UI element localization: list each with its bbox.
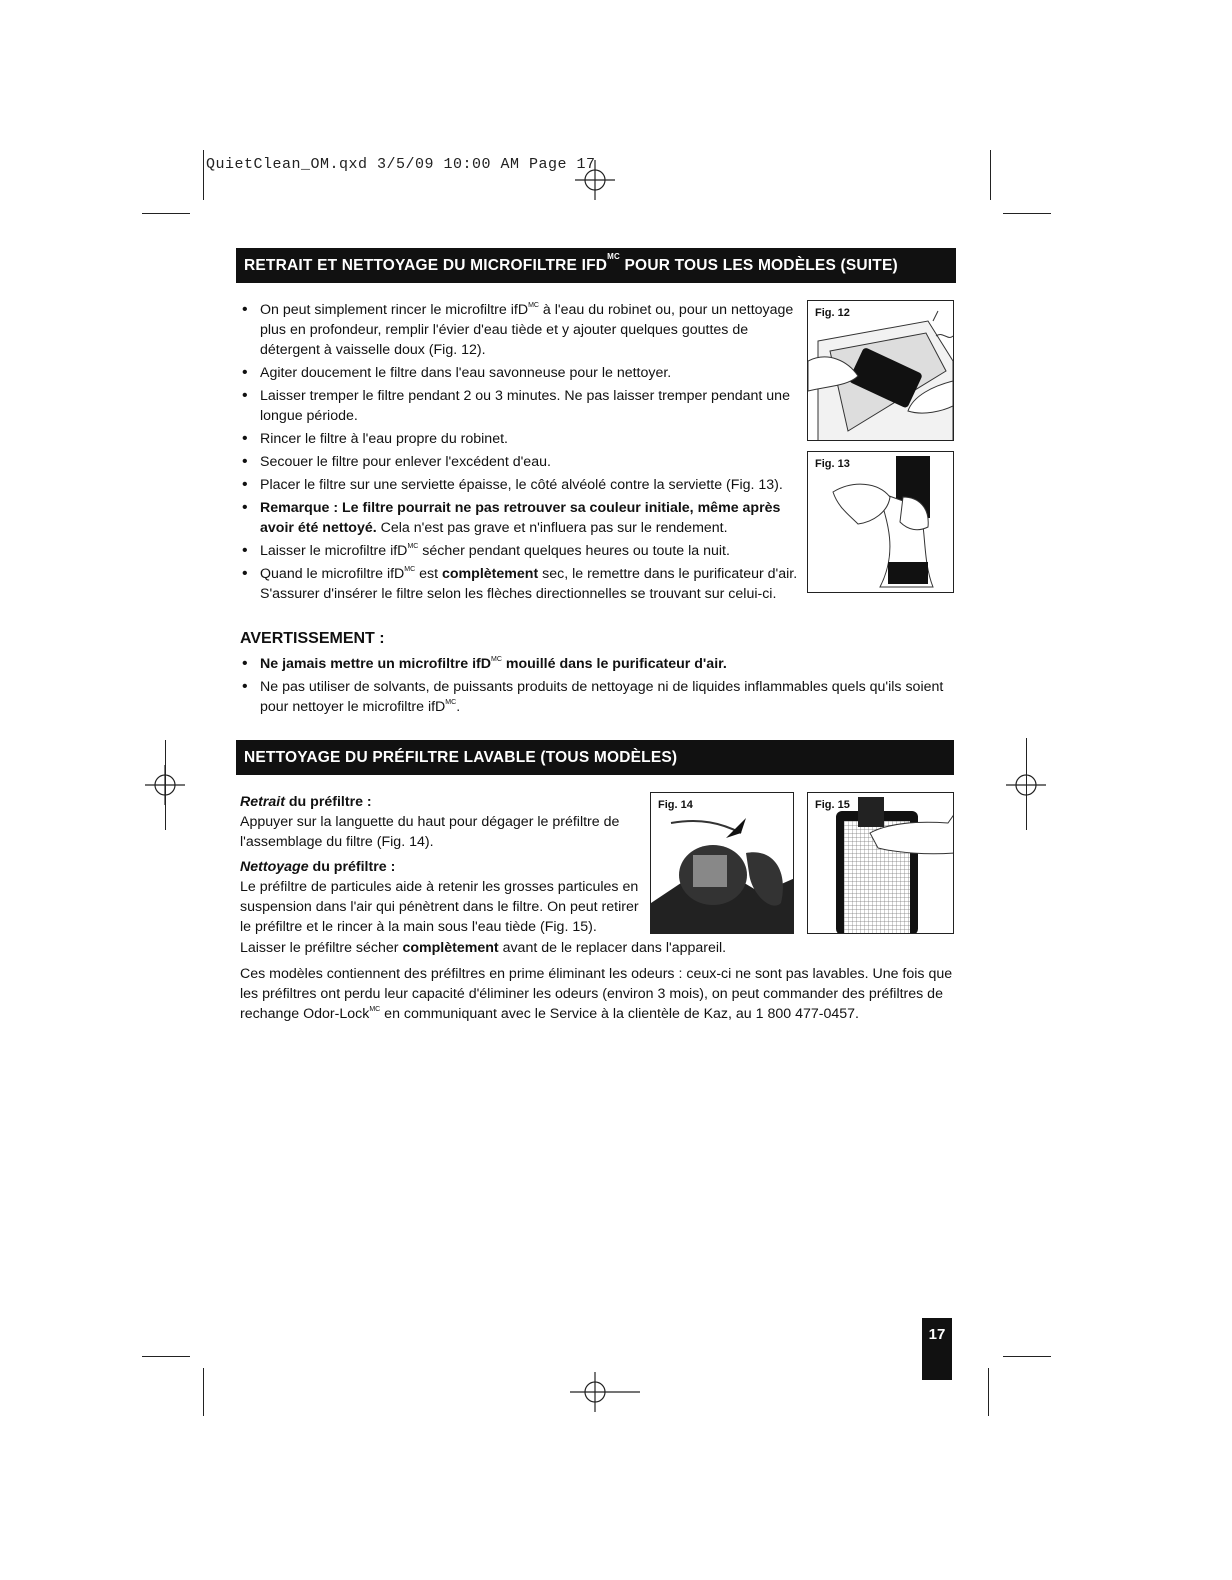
removal-text: Appuyer sur la languette du haut pour dégager le préfiltre de l'assemblage du filtre (Fig. 14). (240, 814, 620, 850)
list-item: • Quand le microfiltre ifD$^{MC}$ est complètement sec, le remettre dans le purificateur d'air. S'assurer d'insérer le filtre selon les flèches directionnelles se trouvant sur celui-ci. (238, 564, 800, 604)
figure-15 (807, 792, 954, 934)
shaking-filter-illustration-icon (808, 452, 954, 593)
sink-washing-illustration-icon (808, 301, 954, 441)
list-item: • Laisser tremper le filtre pendant 2 ou 3 minutes. Ne pas laisser tremper pendant une longue période. (238, 386, 800, 426)
crop-mark (1026, 738, 1027, 830)
prefilter-rinse-illustration-icon (808, 793, 954, 934)
prefilter-removal-illustration-icon (651, 793, 794, 934)
crop-mark (990, 150, 991, 200)
registration-mark-icon (570, 1372, 640, 1412)
crop-mark (142, 1356, 190, 1357)
file-slug: QuietClean_OM.qxd 3/5/09 10:00 AM Page 17 (206, 156, 596, 173)
banner-sup: MC (607, 252, 621, 261)
list-item: • Rincer le filtre à l'eau propre du robinet. (238, 429, 800, 449)
figure-label: Fig. 14 (658, 799, 693, 811)
banner-text: POUR TOUS LES MODÈLES (SUITE) (620, 257, 898, 274)
figure-label: Fig. 15 (815, 799, 850, 811)
crop-mark (203, 1368, 204, 1416)
crop-mark (988, 1368, 989, 1416)
figure-14 (650, 792, 794, 934)
removal-heading: Retrait du préfiltre : (240, 794, 372, 810)
list-item: • Placer le filtre sur une serviette épaisse, le côté alvéolé contre la serviette (Fig. 13). (238, 475, 800, 495)
list-item: • Ne pas utiliser de solvants, de puissants produits de nettoyage ni de liquides inflammables quels qu'ils soient pour nettoyer le microfiltre ifD$^{MC}$. (238, 677, 954, 717)
crop-mark (165, 740, 166, 830)
cleaning-heading: Nettoyage du préfiltre : (240, 859, 396, 875)
list-item: • Secouer le filtre pour enlever l'excédent d'eau. (238, 452, 800, 472)
crop-mark (1003, 213, 1051, 214)
cleaning-steps-list (238, 300, 800, 607)
odor-lock-paragraph: Ces modèles contiennent des préfiltres en prime éliminant les odeurs : ceux-ci ne sont pas lavables. Une fois que les préfiltres ont perdu leur capacité d'éliminer les odeurs (environ 3 mois), on peut commander des préfiltres de rechange Odor-Lock$^{MC}$ en communiquant avec le Service à la clientèle de Kaz, au 1 800 477-0457. (240, 966, 953, 1022)
warning-heading: AVERTISSEMENT : (240, 630, 385, 647)
crop-mark (1003, 1356, 1051, 1357)
figure-label: Fig. 12 (815, 307, 850, 319)
section-banner-prefilter (236, 740, 954, 775)
section-banner-microfilter (236, 248, 956, 283)
banner-text: NETTOYAGE DU PRÉFILTRE LAVABLE (TOUS MODÈLES) (244, 749, 678, 766)
crop-mark (142, 213, 190, 214)
removal-block (240, 792, 640, 937)
dry-instruction: Laisser le préfiltre sécher complètement avant de le replacer dans l'appareil. (240, 940, 727, 956)
list-item: • Agiter doucement le filtre dans l'eau savonneuse pour le nettoyer. (238, 363, 800, 383)
banner-text: RETRAIT ET NETTOYAGE DU MICROFILTRE IFD (244, 257, 608, 274)
list-item: • On peut simplement rincer le microfiltre ifD$^{MC}$ à l'eau du robinet ou, pour un nettoyage plus en profondeur, remplir l'évier d'eau tiède et y ajouter quelques gouttes de détergent à vaisselle doux (Fig. 12). (238, 300, 800, 360)
figure-13 (807, 451, 954, 593)
list-item: • Laisser le microfiltre ifD$^{MC}$ sécher pendant quelques heures ou toute la nuit. (238, 541, 800, 561)
crop-mark (203, 150, 204, 200)
warning-list (238, 654, 954, 720)
figure-label: Fig. 13 (815, 458, 850, 470)
figure-12 (807, 300, 954, 441)
cleaning-text: Le préfiltre de particules aide à retenir les grosses particules en suspension dans l'air qui pénètrent dans le filtre. On peut retirer le préfiltre et le rincer à la main sous l'eau tiède (Fig. 15). (240, 879, 639, 935)
page-number: 17 (922, 1318, 952, 1380)
list-item: • Remarque : Le filtre pourrait ne pas retrouver sa couleur initiale, même après avoir été nettoyé. Cela n'est pas grave et n'influera pas sur le rendement. (238, 498, 800, 538)
list-item: • Ne jamais mettre un microfiltre ifD$^{MC}$ mouillé dans le purificateur d'air. (238, 654, 954, 674)
